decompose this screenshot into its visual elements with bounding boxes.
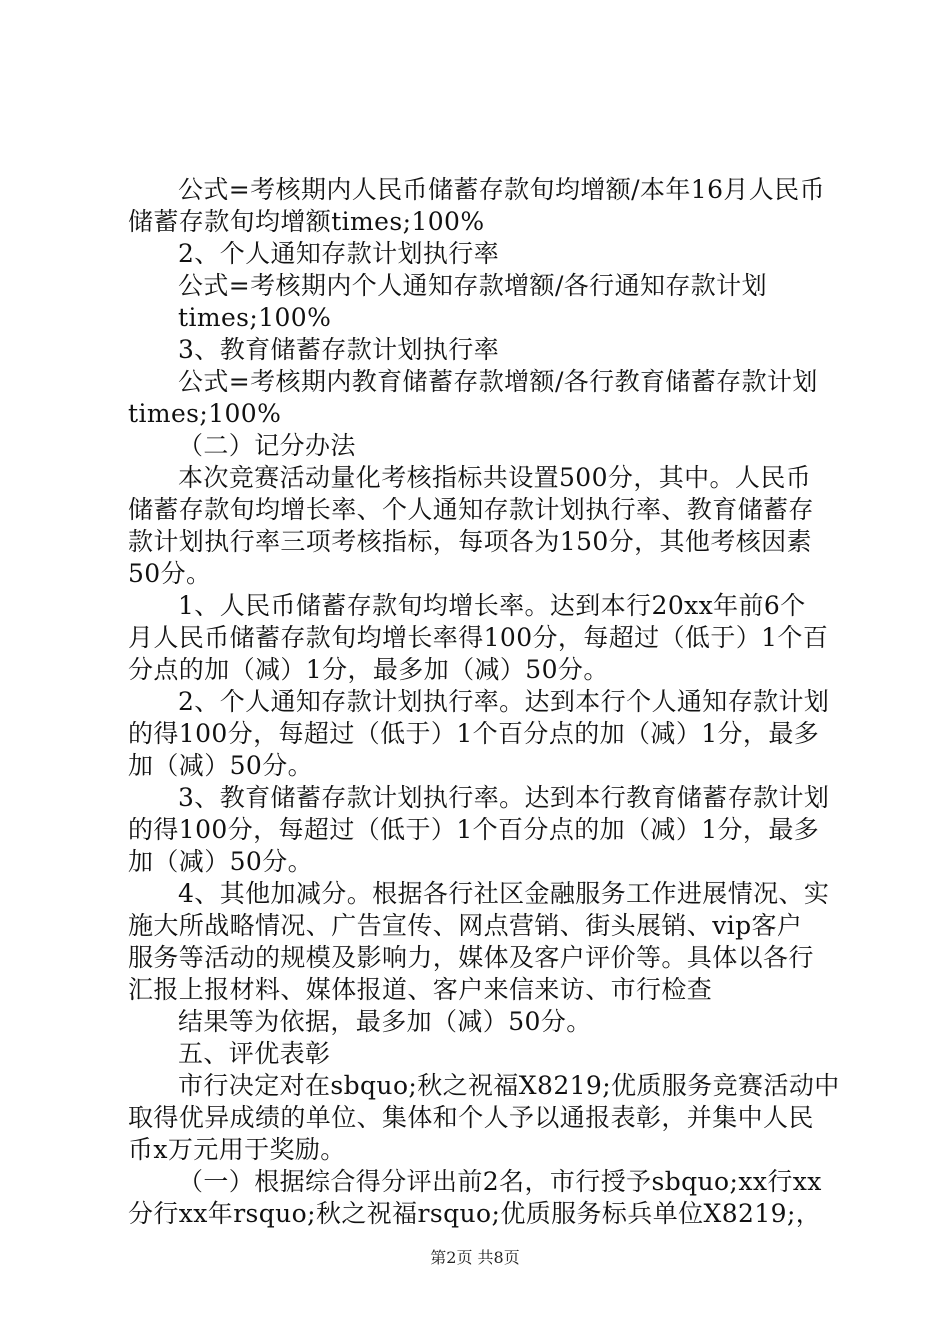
- text-line: 币x万元用于奖励。: [128, 1135, 346, 1164]
- text-line: 公式=考核期内个人通知存款增额/各行通知存款计划: [178, 271, 767, 300]
- text-line: 2、个人通知存款计划执行率: [178, 239, 500, 268]
- text-line: （一）根据综合得分评出前2名，市行授予sbquo;xx行xx: [178, 1167, 822, 1196]
- text-line: 结果等为依据，最多加（减）50分。: [178, 1007, 592, 1036]
- text-line: 的得100分，每超过（低于）1个百分点的加（减）1分，最多: [128, 815, 820, 844]
- text-line: 服务等活动的规模及影响力，媒体及客户评价等。具体以各行: [128, 943, 814, 972]
- text-line: 市行决定对在sbquo;秋之祝福X8219;优质服务竞赛活动中: [178, 1071, 840, 1100]
- text-line: 储蓄存款旬均增长率、个人通知存款计划执行率、教育储蓄存: [128, 495, 814, 524]
- text-line: 公式=考核期内人民币储蓄存款旬均增额/本年16月人民币: [178, 175, 825, 204]
- text-line: 施大所战略情况、广告宣传、网点营销、街头展销、vip客户: [128, 911, 803, 940]
- text-line: 1、人民币储蓄存款旬均增长率。达到本行20xx年前6个: [178, 591, 806, 620]
- text-line: 本次竞赛活动量化考核指标共设置500分，其中。人民币: [178, 463, 812, 492]
- text-line: 加（减）50分。: [128, 751, 314, 780]
- text-line: 的得100分，每超过（低于）1个百分点的加（减）1分，最多: [128, 719, 820, 748]
- text-line: 50分。: [128, 559, 212, 588]
- text-line: 分点的加（减）1分，最多加（减）50分。: [128, 655, 609, 684]
- text-line: 月人民币储蓄存款旬均增长率得100分，每超过（低于）1个百: [128, 623, 829, 652]
- text-line: 分行xx年rsquo;秋之祝福rsquo;优质服务标兵单位X8219;，: [128, 1199, 822, 1228]
- text-line: 2、个人通知存款计划执行率。达到本行个人通知存款计划: [178, 687, 830, 716]
- text-line: 汇报上报材料、媒体报道、客户来信来访、市行检查: [128, 975, 713, 1004]
- page-footer: 第2页 共8页: [430, 1248, 520, 1267]
- text-line: 加（减）50分。: [128, 847, 314, 876]
- text-line: 取得优异成绩的单位、集体和个人予以通报表彰，并集中人民: [128, 1103, 814, 1132]
- text-line: 储蓄存款旬均增额times;100%: [128, 207, 485, 236]
- text-line: times;100%: [128, 399, 282, 428]
- text-line: 3、教育储蓄存款计划执行率。达到本行教育储蓄存款计划: [178, 783, 830, 812]
- section-heading: 五、评优表彰: [178, 1039, 331, 1068]
- text-line: 款计划执行率三项考核指标，每项各为150分，其他考核因素: [128, 527, 812, 556]
- text-line: times;100%: [178, 303, 332, 332]
- text-line: 3、教育储蓄存款计划执行率: [178, 335, 500, 364]
- text-line: 公式=考核期内教育储蓄存款增额/各行教育储蓄存款计划: [178, 367, 818, 396]
- section-heading: （二）记分办法: [178, 431, 356, 460]
- text-line: 4、其他加减分。根据各行社区金融服务工作进展情况、实: [178, 879, 830, 908]
